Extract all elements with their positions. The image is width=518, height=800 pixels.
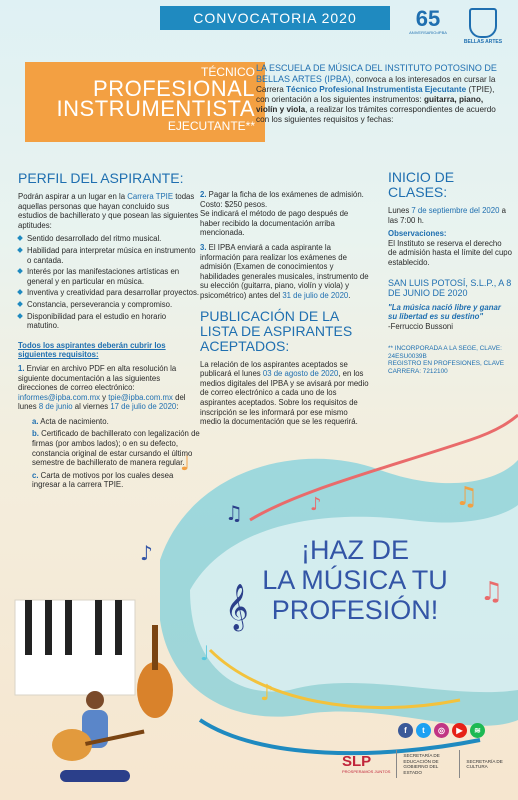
list-item: Habilidad para interpretar música en instrumento o cantada. xyxy=(18,246,200,265)
registration-note: ** INCORPORADA A LA SEGE, CLAVE: 24ESU0039B REGISTRO EN PROFESIONES, CLAVE CARRERA: 7212100 xyxy=(388,345,505,375)
svg-text:𝄞: 𝄞 xyxy=(225,584,249,630)
svg-text:♩: ♩ xyxy=(180,451,191,476)
bellas-artes-logo: BELLAS ARTES xyxy=(458,8,508,48)
steps-column: 2. Pagar la ficha de los exámenes de admisión. Costo: $250 pesos. Se indicará el método de pago después de haber recibido la documentación arriba mencionada. 3. El IPBA enviará a cada aspirante la información para realizar los exámenes de admisión (Examen de conocimientos y habilidades generales musicales, instrumento de su elección (guitarra, piano, violín y viola) y psicométrico) antes del 31 de julio de 2020. PUBLICACIÓN DE LA LISTA DE ASPIRANTES ACEPTADOS: La relación de los aspirantes aceptados se publicará el lunes 03 de agosto de 2020, en los medios digitales del IPBA y se avisará por medio de correo electrónico a cada uno de los aspirantes aceptados. Sobre los requisitos de inscripción se les informará por ese mismo medio la documentación que se les requerirá. xyxy=(200,190,369,427)
career-title-block: TÉCNICO PROFESIONAL INSTRUMENTISTA EJECUTANTE** xyxy=(25,62,265,142)
list-item: Inventiva y creatividad para desarrollar proyectos. xyxy=(18,288,200,298)
spotify-icon[interactable]: ≋ xyxy=(470,723,485,738)
anniversary-logo: 65 ANIVERSARIO•IPBA xyxy=(409,6,447,35)
crest-icon xyxy=(469,8,497,38)
list-item: b. Certificado de bachillerato con legalización de firmas (por ambos lados); o en su defecto, constancia original de estar cursando el último semestre de bachillerato de manera regular. xyxy=(32,429,200,468)
intro-paragraph: LA ESCUELA DE MÚSICA DEL INSTITUTO POTOSINO DE BELLAS ARTES (IPBA), convoca a los interesados en cursar la Carrera Técnico Profesional Instrumentista Ejecutante (TPIE), con orientación a los siguientes instrumentos: guitarra, piano, violín y viola, a realizar los trámites correspondientes de acuerdo con los siguientes requisitos y fechas: xyxy=(256,63,497,124)
twitter-icon[interactable]: t xyxy=(416,723,431,738)
publication-title: PUBLICACIÓN DE LA LISTA DE ASPIRANTES ACEPTADOS: xyxy=(200,307,353,354)
profile-column: PERFIL DEL ASPIRANTE: Podrán aspirar a un lugar en la Carrera TPIE todas aquellas personas que hayan concluido sus estudios de bachillerato y que posean las siguientes aptitudes: Sentido desarrollado del ritmo musical. Habilidad para interpretar música en instrumento o cantada. Interés por las manifestaciones artísticas en general y en particular en música. Inventiva y creatividad para desarrollar proyectos. Constancia, perseverancia y compromiso. Disponibilidad para el estudio en horario matutino. Todos los aspirantes deberán cubrir los siguientes requisitos: 1. Enviar en archivo PDF en alta resolución la siguiente documentación a las siguientes direcciones de correo electrónico: informes@ipba.com.mx y tpie@ipba.com.mx del lunes 8 de junio al viernes 17 de julio de 2020: a. Acta de nacimiento. b. Certificado de bachillerato con legalización de firmas (por ambos lados); o en su defecto, constancia original de estar cursando el último semestre de bachillerato de manera regular. c. Carta de motivos por los cuales desea ingresar a la carrera TPIE. xyxy=(18,170,200,490)
instagram-icon[interactable]: ◎ xyxy=(434,723,449,738)
divider xyxy=(459,750,460,778)
requirements-block: Todos los aspirantes deberán cubrir los siguientes requisitos: 1. Enviar en archivo PDF en alta resolución la siguiente documentación a las siguientes direcciones de correo electrónico: informes@ipba.com.mx y tpie@ipba.com.mx del lunes 8 de junio al viernes 17 de julio de 2020: a. Acta de nacimiento. b. Certificado de bachillerato con legalización de firmas (por ambos lados); o en su defecto, constancia original de estar cursando el último semestre de bachillerato de manera regular. c. Carta de motivos por los cuales desea ingresar a la carrera TPIE. xyxy=(18,340,200,490)
divider xyxy=(396,750,397,778)
email-link[interactable]: informes@ipba.com.mx xyxy=(18,392,101,402)
keyboard-graphic xyxy=(15,600,135,695)
profile-title: PERFIL DEL ASPIRANTE: xyxy=(18,170,184,186)
svg-text:♫: ♫ xyxy=(225,501,243,525)
convocatoria-banner: CONVOCATORIA 2020 xyxy=(160,6,390,30)
classes-title: INICIO DE CLASES: xyxy=(388,169,455,200)
footer-logos xyxy=(342,748,512,780)
svg-text:♪: ♪ xyxy=(140,541,153,565)
list-item: a. Acta de nacimiento. xyxy=(32,416,109,426)
list-item: Constancia, perseverancia y compromiso. xyxy=(18,300,200,310)
social-icons xyxy=(398,723,485,738)
email-link[interactable]: tpie@ipba.com.mx xyxy=(108,392,173,402)
list-item: Interés por las manifestaciones artísticas en general y en particular en música. xyxy=(18,267,200,286)
classes-column: INICIO DE CLASES: Lunes 7 de septiembre del 2020 a las 7:00 h. Observaciones: El Instituto se reserva el derecho de admisión hasta el límite del cupo establecido. SAN LUIS POTOSÍ, S.L.P., A 8 DE JUNIO DE 2020 "La música nació libre y ganar su libertad es su destino" -Ferruccio Bussoni ** INCORPORADA A LA SEGE, CLAVE: 24ESU0039B REGISTRO EN PROFESIONES, CLAVE CARRERA: 7212100 xyxy=(388,169,512,375)
svg-text:♪: ♪ xyxy=(260,681,275,706)
list-item: Sentido desarrollado del ritmo musical. xyxy=(18,234,200,244)
aptitudes-list xyxy=(18,234,200,330)
svg-text:♫: ♫ xyxy=(455,482,479,512)
facebook-icon[interactable]: f xyxy=(398,723,413,738)
svg-text:♩: ♩ xyxy=(200,641,210,665)
svg-text:♪: ♪ xyxy=(310,494,322,515)
documents-list xyxy=(32,417,200,490)
list-item: Disponibilidad para el estudio en horario matutino. xyxy=(18,312,200,331)
list-item: c. Carta de motivos por los cuales desea ingresar a la carrera TPIE. xyxy=(32,470,174,490)
slp-logo: SLP PROSPERAMOS JUNTOS xyxy=(342,753,391,774)
youtube-icon[interactable]: ▶ xyxy=(452,723,467,738)
culture-secretariat: SECRETARÍA DE CULTURA xyxy=(466,758,503,769)
place-date: SAN LUIS POTOSÍ, S.L.P., A 8 DE JUNIO DE 2020 xyxy=(388,277,512,299)
guitarist-graphic xyxy=(52,691,145,782)
slogan: ¡HAZ DE LA MÚSICA TU PROFESIÓN! xyxy=(262,535,448,625)
education-secretariat: SECRETARÍA DE EDUCACIÓN DE GOBIERNO DEL ESTADO xyxy=(403,753,440,775)
svg-text:♫: ♫ xyxy=(480,577,504,607)
